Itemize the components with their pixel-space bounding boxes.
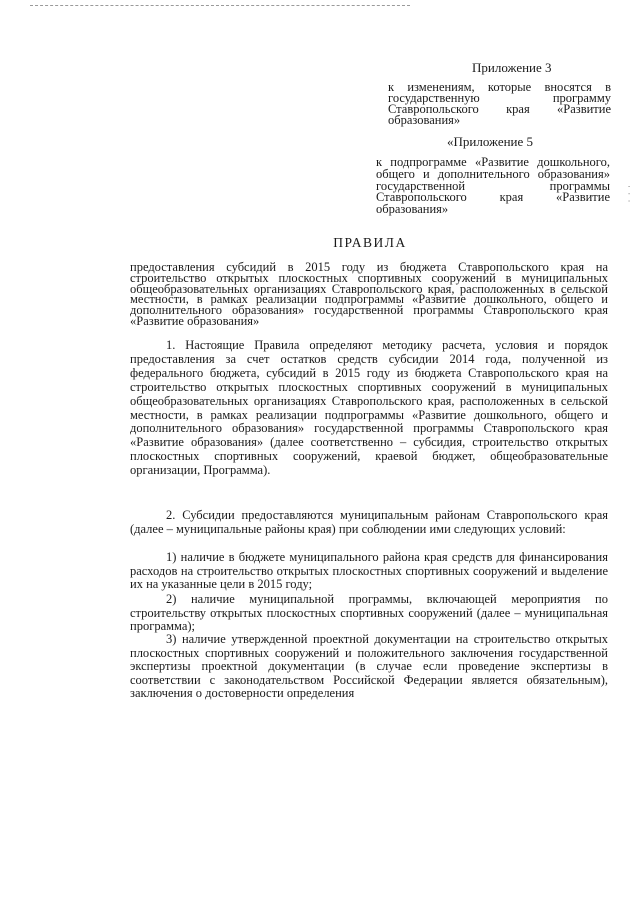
condition-3: 3) наличие утвержденной проектной документации на строительство открытых плоскостных спортивных сооружений и положительного заключения государственной экспертизы проектной документации (в случае если проведение экспертизы в соответствии с законодательством Российской Федерации является обязательным), заключения о достоверности определения	[130, 632, 608, 701]
appendix-5-description: к подпрограмме «Развитие дошкольного, общего и дополнительного образования» государственной программы Ставропольского края «Развитие образования»	[376, 155, 610, 217]
condition-1: 1) наличие в бюджете муниципального района края средств для финансирования расходов на строительство открытых плоскостных спортивных сооружений и выделение их на указанные цели в 2015 году;	[130, 550, 608, 591]
margin-scan-mark: · · ·	[624, 185, 634, 204]
paragraph-1: 1. Настоящие Правила определяют методику расчета, условия и порядок предоставления за счет остатков средств субсидии 2014 года, полученной из федерального бюджета, субсидий в 2015 году из бюджета Ставропольского края на строительство открытых плоскостных спортивных сооружений в муниципальных общеобразовательных организациях Ставропольского края, расположенных в сельской местности, в рамках реализации подпрограммы «Развитие дошкольного, общего и дополнительного образования» государственной программы Ставропольского края «Развитие образования» (далее соответственно – субсидия, строительство открытых плоскостных спортивных сооружений, краевой бюджет, общеобразовательные организации, Программа).	[130, 338, 608, 478]
appendix-3-title: Приложение 3	[472, 60, 552, 75]
appendix-3-description: к изменениям, которые вносятся в государственную программу Ставропольского края «Развитие образования»	[388, 80, 611, 127]
document-heading: ПРАВИЛА	[333, 235, 407, 250]
paragraph-2: 2. Субсидии предоставляются муниципальным районам Ставропольского края (далее – муниципальные районы края) при соблюдении ими следующих условий:	[130, 508, 608, 536]
condition-2: 2) наличие муниципальной программы, включающей мероприятия по строительству открытых плоскостных спортивных сооружений (далее – муниципальная программа);	[130, 592, 608, 633]
scan-edge-line	[30, 5, 410, 7]
document-subtitle: предоставления субсидий в 2015 году из бюджета Ставропольского края на строительство открытых плоскостных спортивных сооружений в муниципальных общеобразовательных организациях Ставропольского края, расположенных в сельской местности, в рамках реализации подпрограммы «Развитие дошкольного, общего и дополнительного образования» государственной программы Ставропольского края «Развитие образования»	[130, 260, 608, 328]
appendix-5-title: «Приложение 5	[447, 134, 534, 149]
